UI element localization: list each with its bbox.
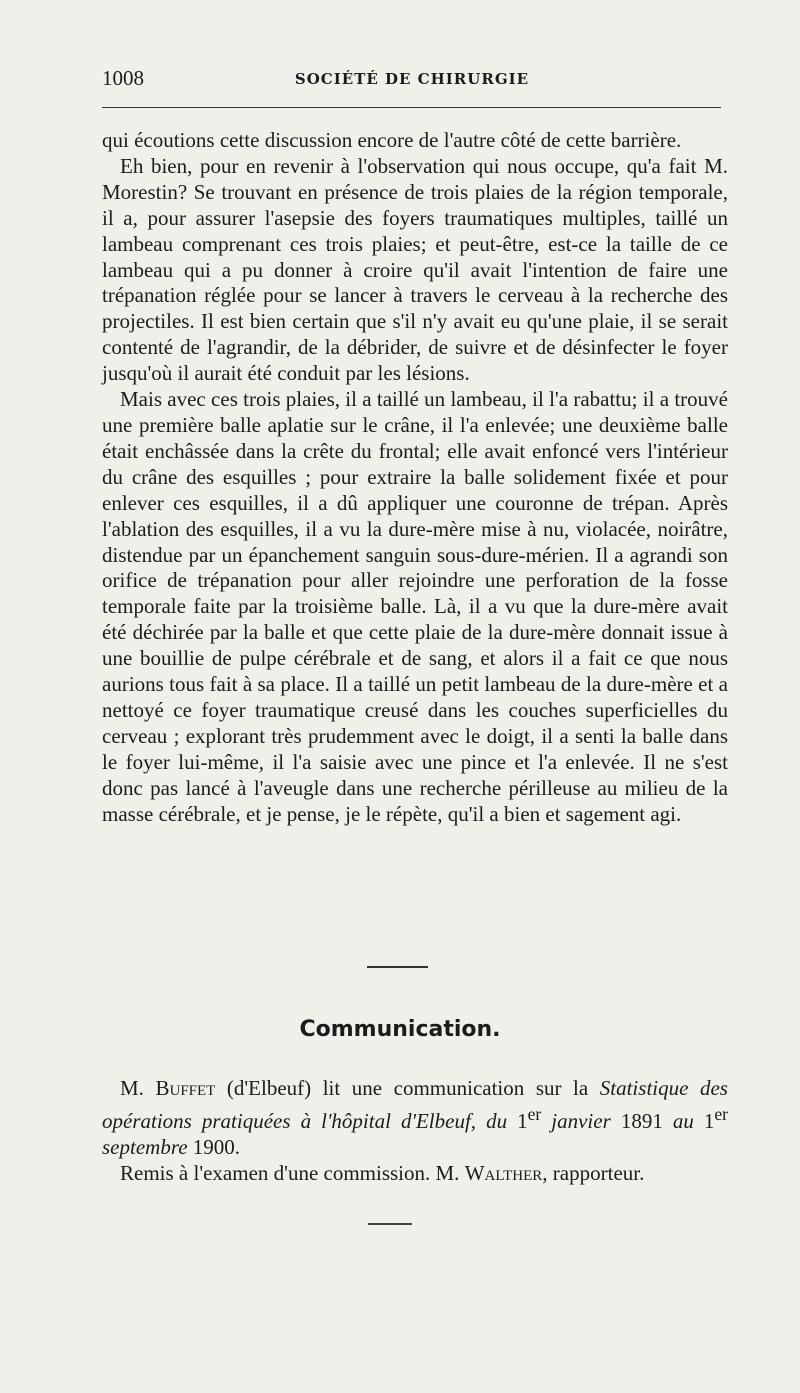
paragraph-2: Eh bien, pour en revenir à l'observation qui nous occupe, qu'a fait M. Morestin? Se trouvant en présence de trois plaies de la région temporale, il a, pour assurer l'asepsie des foyers traumatiques multiples, taillé un lambeau comprenant ces trois plaies; et peut-être, est-ce la taille de ce lambeau qui a pu donner à croire qu'il avait l'intention de faire une trépanation réglée pour se lancer à travers le cerveau à la recherche des projectiles. Il est bien certain que s'il n'y avait eu qu'une plaie, il se serait contenté de l'agrandir, de la débrider, de suivre et de désinfecter le foyer jusqu'où il aurait été conduit par les lésions. (102, 153, 728, 386)
comm-mid: (d'Elbeuf) lit une communication sur la (215, 1076, 600, 1100)
comm-prefix: M. (120, 1076, 156, 1100)
referral-prefix: Remis à l'examen d'une commission. M. (120, 1160, 465, 1185)
page-header (102, 66, 722, 94)
section-divider (367, 966, 428, 968)
communication-text (102, 1076, 728, 1187)
communication-paragraph (102, 1076, 728, 1161)
communication-title: Statistique des opérations pratiquées à l'hôpital d'Elbeuf, du (102, 1076, 728, 1133)
header-rule (102, 107, 721, 108)
referral-paragraph (102, 1161, 728, 1187)
referral-suffix: , rapporteur. (542, 1160, 645, 1185)
section-title: Communication. (299, 1017, 501, 1042)
end-month: septembre (102, 1134, 193, 1159)
start-month: janvier (541, 1108, 621, 1133)
rapporteur-name: Walther (464, 1160, 543, 1185)
end-year: 1900 (192, 1134, 235, 1159)
author-name: Buffet (155, 1076, 216, 1100)
start-year: 1891 (620, 1108, 663, 1133)
period: . (234, 1134, 241, 1159)
end-day-sup: er (714, 1103, 729, 1124)
start-day: 1 (517, 1108, 528, 1133)
running-head: SOCIÉTÉ DE CHIRURGIE (294, 70, 530, 88)
end-day: 1 (703, 1108, 715, 1133)
end-divider (368, 1223, 412, 1225)
page-number: 1008 (102, 66, 144, 90)
paragraph-3: Mais avec ces trois plaies, il a taillé un lambeau, il l'a rabattu; il a trouvé une première balle aplatie sur le crâne, il l'a enlevée; une deuxième balle était enchâssée dans la crête du frontal; elle avait enfoncé vers l'intérieur du crâne des esquilles ; pour extraire la balle solidement fixée et pour enlever ces esquilles, il a dû appliquer une couronne de trépan. Après l'ablation des esquilles, il a vu la dure-mère mise à nu, violacée, noirâtre, distendue par un épanchement sanguin sous-dure-mérien. Il a agrandi son orifice de trépanation pour aller rejoindre une perforation de la fosse temporale faite par la troisième balle. Là, il a vu que la dure-mère avait été déchirée par la balle et que cette plaie de la dure-mère donnait issue à une bouillie de pulpe cérébrale et de sang, et alors il a fait ce que nous aurions tous fait à sa place. Il a taillé un petit lambeau de la dure-mère et a nettoyé ce foyer traumatique creusé dans les couches superficielles du cerveau ; explorant très prudemment avec le doigt, il a senti la balle dans le foyer lui-même, il l'a saisie avec une pince et l'a enlevée. Il ne s'est donc pas lancé à l'aveugle dans une recherche périlleuse au milieu de la masse cérébrale, et je pense, je le répète, qu'il a bien et sagement agi. (102, 387, 728, 826)
body-text (102, 128, 728, 827)
au-word: au (662, 1108, 704, 1133)
paragraph-1: qui écoutions cette discussion encore de l'autre côté de cette barrière. (102, 128, 682, 152)
start-day-sup: er (527, 1103, 542, 1124)
